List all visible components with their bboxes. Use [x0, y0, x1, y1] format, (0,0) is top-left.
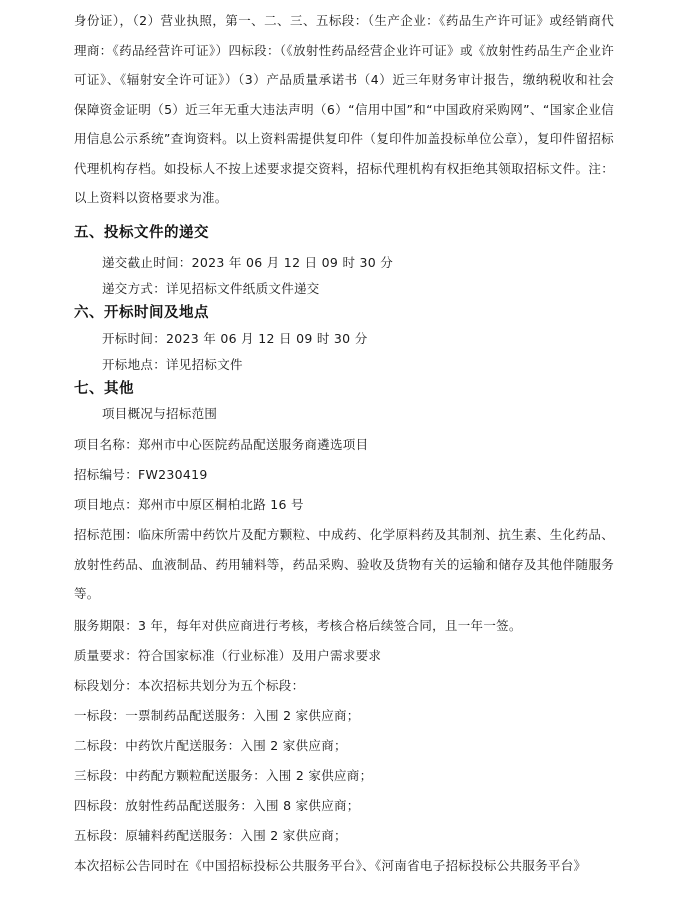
lot-division-intro: 标段划分：本次招标共划分为五个标段：	[74, 678, 305, 693]
announcement-platforms: 本次招标公告同时在《中国招标投标公共服务平台》、《河南省电子招标投标公共服务平台》	[74, 858, 587, 873]
bid-opening-place: 开标地点：详见招标文件	[102, 357, 243, 372]
lot-item: 四标段：放射性药品配送服务：入围 8 家供应商；	[74, 798, 360, 813]
submission-deadline: 递交截止时间：2023 年 06 月 12 日 09 时 30 分	[102, 255, 394, 270]
project-overview-label: 项目概况与招标范围	[102, 406, 218, 421]
lot-item: 一标段：一票制药品配送服务：入围 2 家供应商；	[74, 708, 360, 723]
section-5-heading: 五、投标文件的递交	[74, 225, 209, 241]
section-7-heading: 七、其他	[74, 381, 134, 397]
tender-scope: 招标范围：临床所需中药饮片及配方颗粒、中成药、化学原料药及其制剂、抗生素、生化药品、放射性药品、血液制品、药用辅料等，药品采购、验收及货物有关的运输和储存及其他伴随服务等。	[74, 527, 614, 601]
lot-item: 五标段：原辅料药配送服务：入围 2 家供应商；	[74, 828, 347, 843]
lot-item: 三标段：中药配方颗粒配送服务：入围 2 家供应商；	[74, 768, 373, 783]
project-location: 项目地点：郑州市中原区桐柏北路 16 号	[74, 497, 304, 512]
service-period: 服务期限：3 年，每年对供应商进行考核，考核合格后续签合同，且一年一签。	[74, 618, 522, 633]
lot-item: 二标段：中药饮片配送服务：入围 2 家供应商；	[74, 738, 347, 753]
submission-method: 递交方式：详见招标文件纸质文件递交	[102, 281, 320, 296]
project-name: 项目名称：郑州市中心医院药品配送服务商遴选项目	[74, 437, 369, 452]
bid-opening-time: 开标时间：2023 年 06 月 12 日 09 时 30 分	[102, 331, 368, 346]
qualification-documents-paragraph: 身份证），（2）营业执照，第一、二、三、五标段：（生产企业：《药品生产许可证》或经销商代理商：《药品经营许可证》）四标段：（《放射性药品经营企业许可证》或《放射性药品生产企业许可证》、《辐射安全许可证》）（3）产品质量承诺书（4）近三年财务审计报告，缴纳税收和社会保障资金证明（5）近三年无重大违法声明（6）“信用中国”和“中国政府采购网”、“国家企业信用信息公示系统”查询资料。以上资料需提供复印件（复印件加盖投标单位公章），复印件留招标代理机构存档。如投标人不按上述要求提交资料，招标代理机构有权拒绝其领取招标文件。注：以上资料以资格要求为准。	[74, 13, 614, 205]
section-6-heading: 六、开标时间及地点	[74, 305, 209, 321]
bid-number: 招标编号：FW230419	[74, 467, 208, 482]
quality-requirement: 质量要求：符合国家标准（行业标准）及用户需求要求	[74, 648, 382, 663]
